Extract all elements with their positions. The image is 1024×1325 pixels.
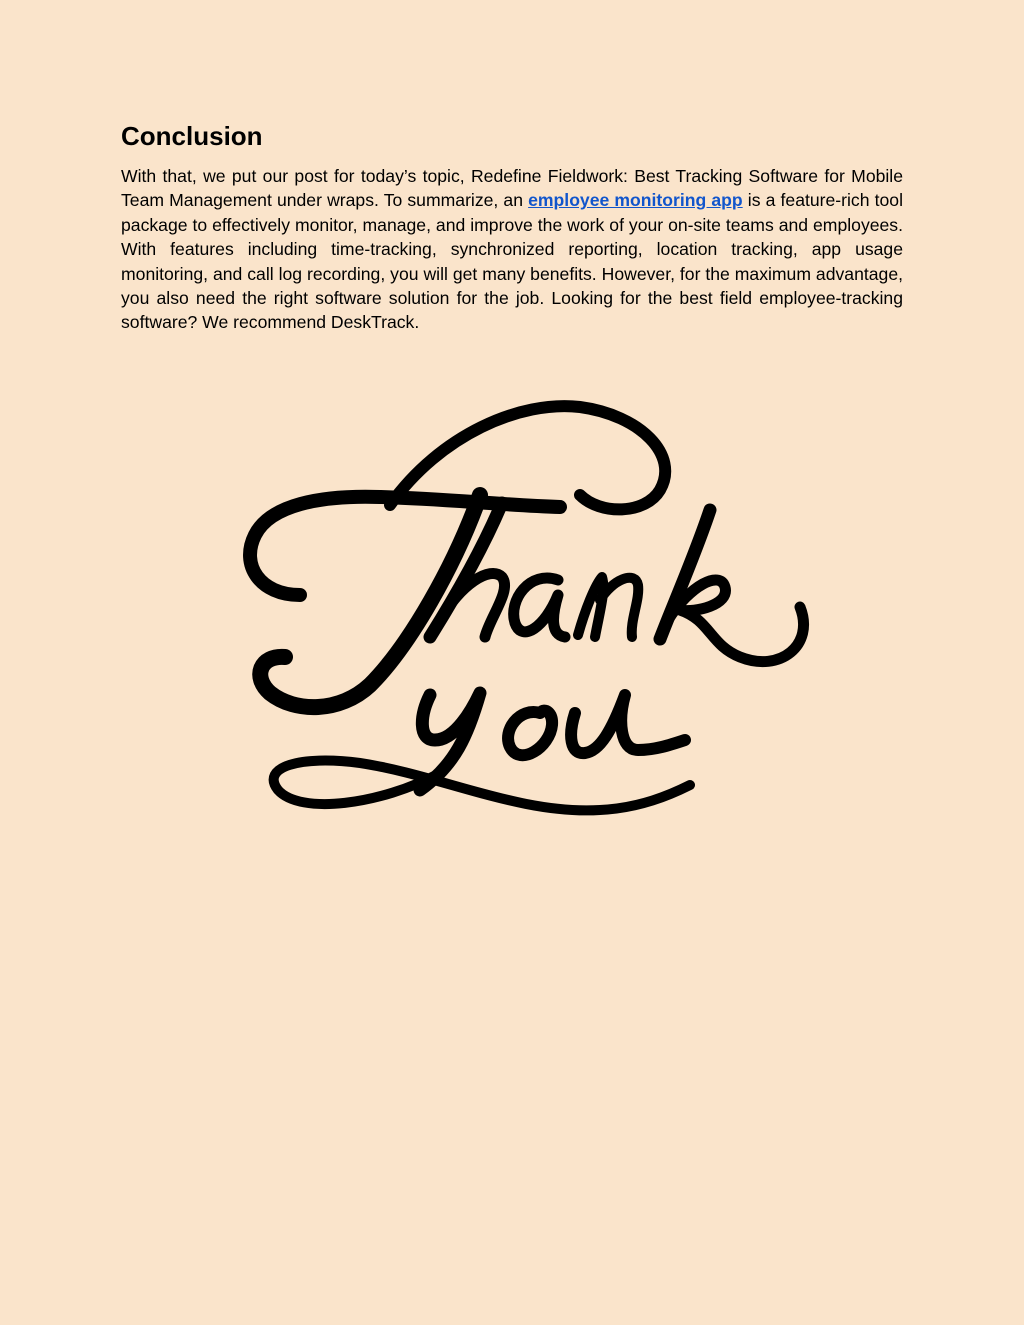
section-heading: Conclusion: [121, 121, 263, 151]
employee-monitoring-app-link[interactable]: employee monitoring app: [528, 190, 743, 211]
thank-you-lettering-graphic: [240, 395, 810, 875]
conclusion-section: [121, 118, 903, 335]
paragraph-text-before-link: With that, we put our post for today’s topic, Redefine Fieldwork: Best Tracking Software for Mobile Team Management under wraps. To summarize, an: [121, 166, 903, 211]
thank-you-image: [240, 395, 810, 875]
paragraph-text-after-link: is a feature-rich tool package to effectively monitor, manage, and improve the work of your on-site teams and employees. With features including time-tracking, synchronized reporting, location tracking, app usage monitoring, and call log recording, you will get many benefits. However, for the maximum advantage, you also need the right software solution for the job. Looking for the best field employee-tracking software? We recommend DeskTrack.: [121, 190, 903, 333]
conclusion-paragraph: [121, 164, 903, 335]
